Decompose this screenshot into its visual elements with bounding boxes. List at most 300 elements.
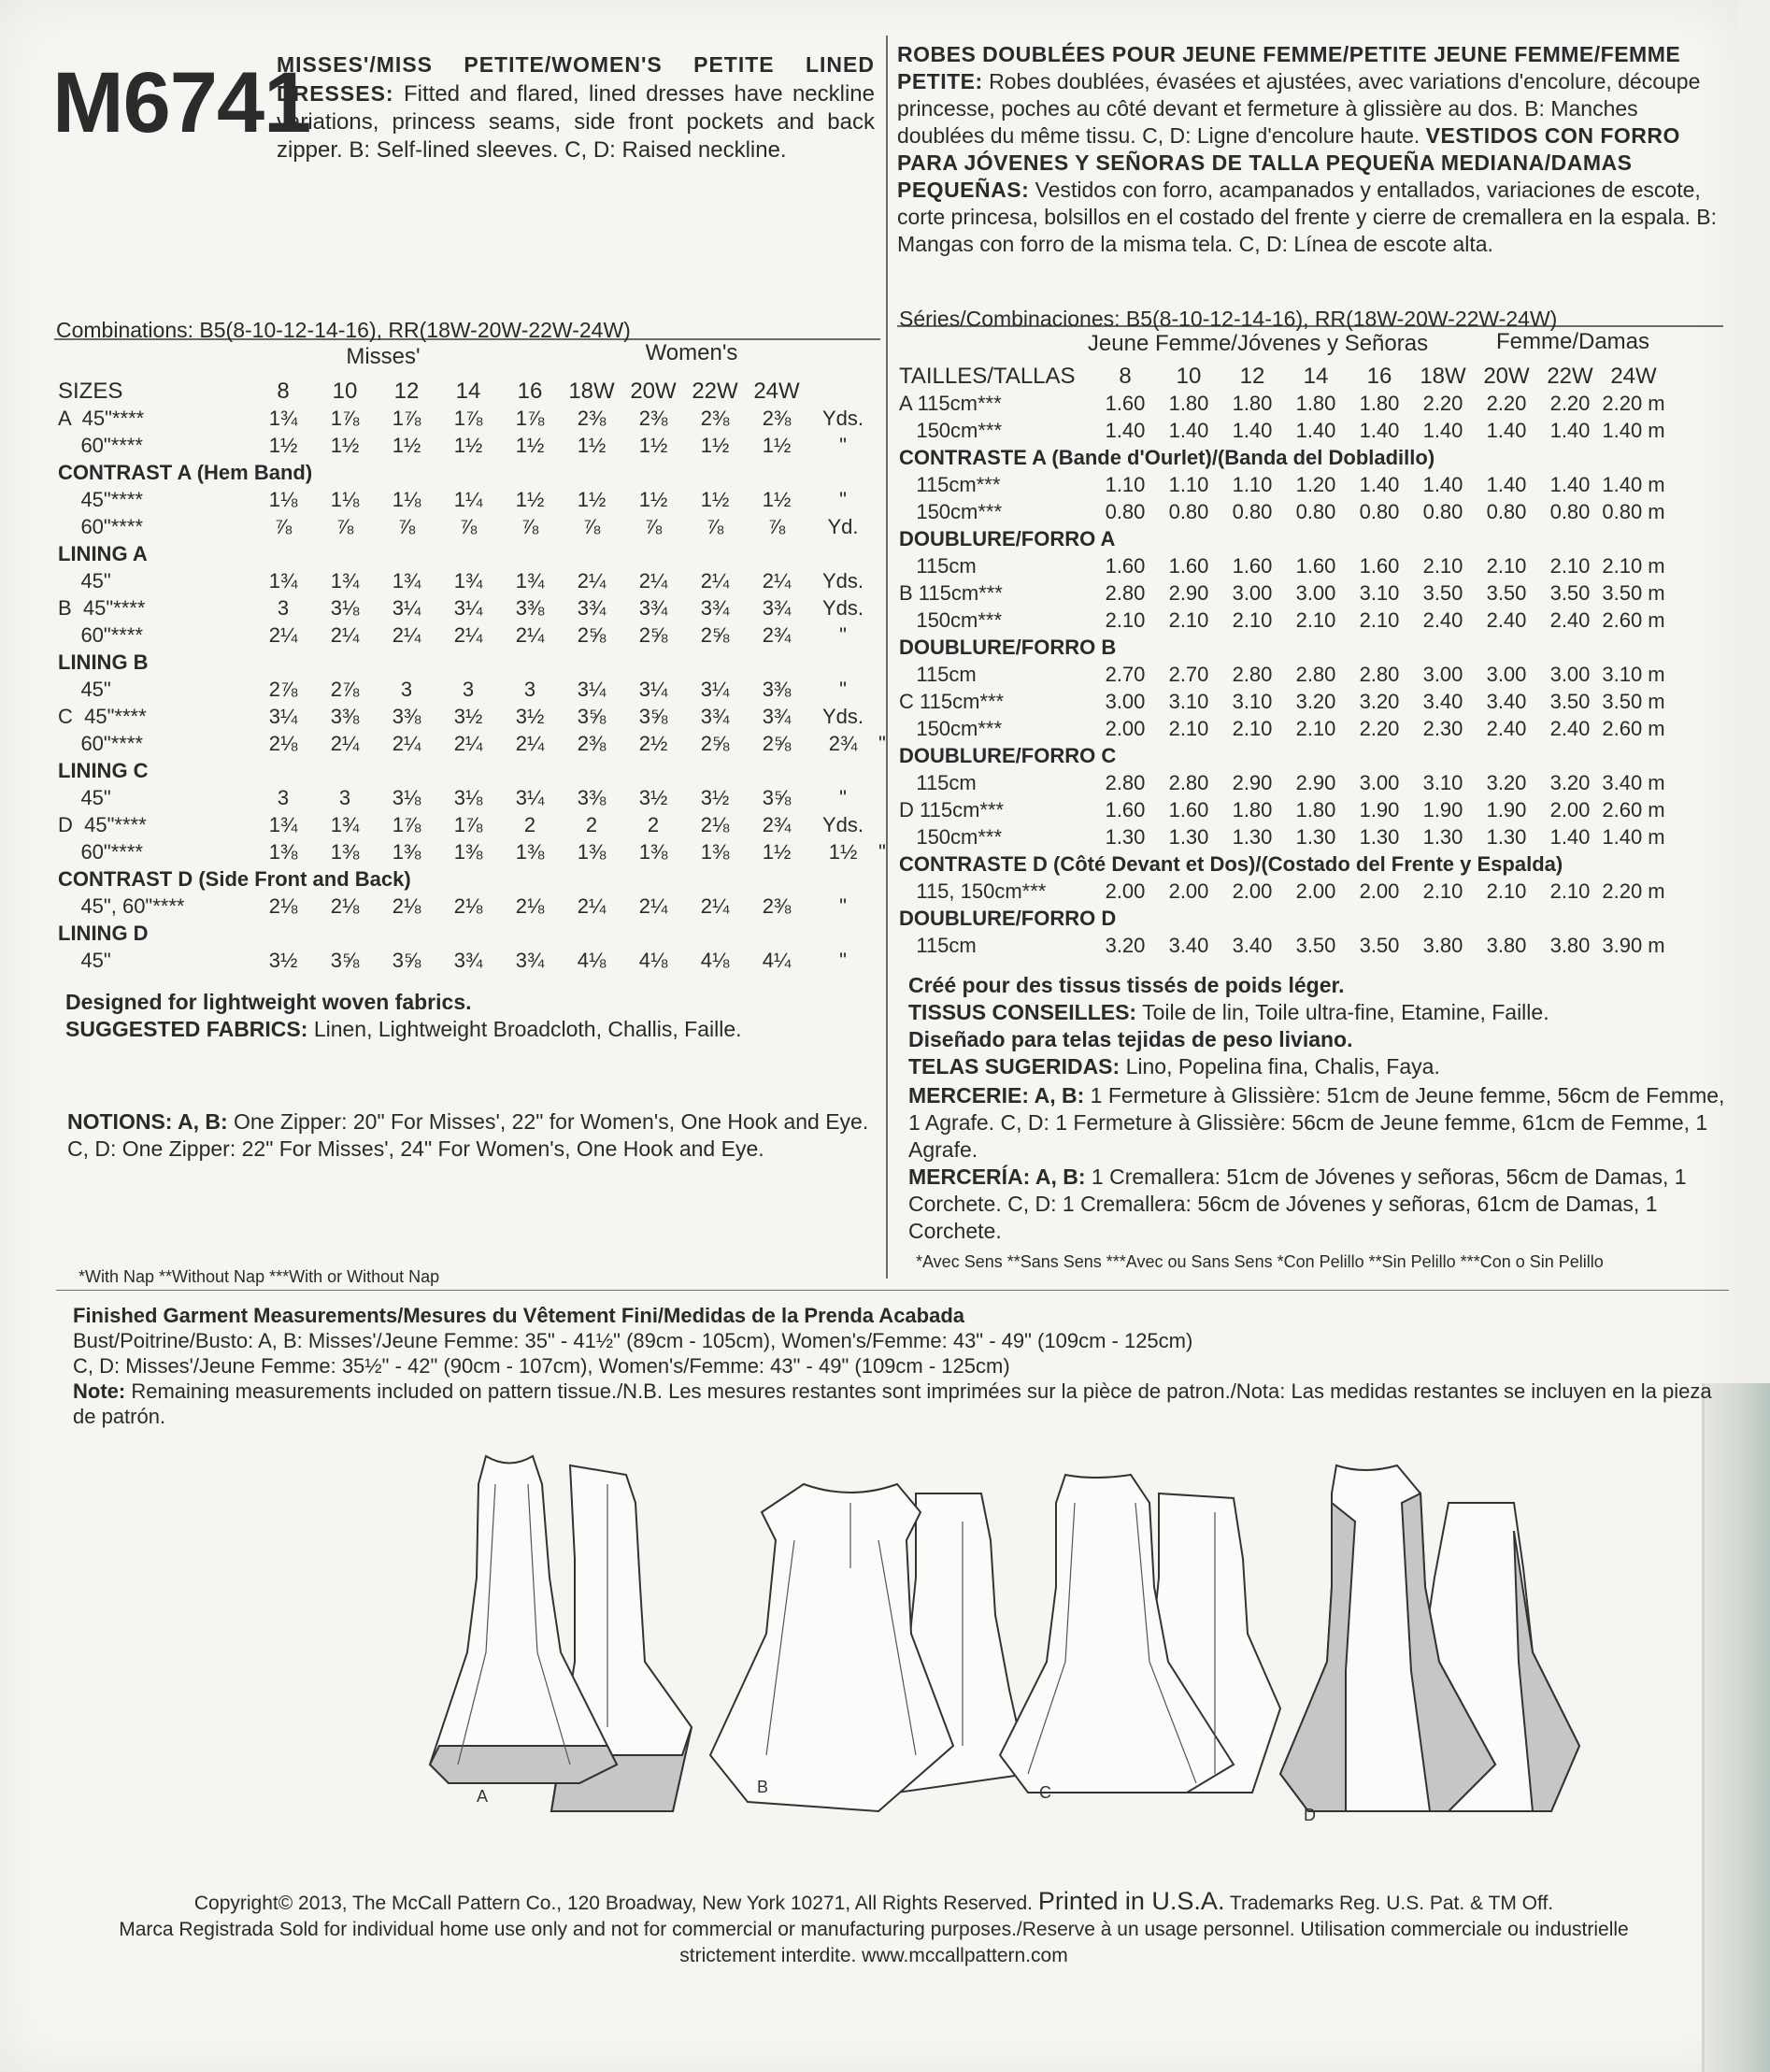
table-cell: 3.00	[1486, 662, 1527, 686]
table-cell: 2.40	[1486, 607, 1527, 632]
table-cell: 3.00	[1422, 662, 1463, 686]
unit-cell: "	[839, 622, 847, 647]
row-label: 150cm***	[899, 499, 1003, 523]
table-cell: 1½	[762, 487, 792, 511]
description-english	[277, 50, 875, 164]
title-spanish: VESTIDOS CON FORRO PARA JÓVENES Y SEÑORAS DE TALLA PEQUEÑA MEDIANA/DAMAS PEQUEÑAS:	[897, 123, 1680, 202]
table-cell: 2.10	[1549, 553, 1591, 578]
table-cell: 3¾	[453, 948, 483, 972]
view-b-label: B	[757, 1778, 769, 1796]
table-cell: 2⅝	[700, 731, 730, 755]
printed-in-usa: Printed in U.S.A.	[1037, 1887, 1225, 1915]
table-row	[899, 769, 1665, 796]
size-header: 22W	[692, 378, 738, 404]
table-cell: 1.30	[1105, 824, 1146, 849]
unit-cell: "	[878, 839, 886, 864]
table-row	[58, 513, 886, 540]
sizes-label: SIZES	[58, 378, 123, 404]
table-cell: 2.40	[1549, 716, 1591, 740]
table-cell: 1½	[392, 433, 421, 457]
table-cell: 1.90	[1359, 797, 1400, 822]
table-cell: 1⅞	[515, 406, 545, 430]
row-label: D 115cm***	[899, 797, 1005, 822]
title-french: ROBES DOUBLÉES POUR JEUNE FEMME/PETITE JEUNE FEMME/FEMME PETITE:	[897, 42, 1681, 93]
notions-french-spanish	[908, 1082, 1731, 1245]
table-cell: 2.90	[1168, 580, 1209, 605]
table-cell: 1½	[762, 839, 792, 864]
table-cell: 3⅜	[577, 785, 607, 809]
size-header: 24W	[1610, 363, 1657, 389]
mercerie-label: MERCERIE: A, B:	[908, 1083, 1085, 1107]
table-cell: 4⅛	[577, 948, 607, 972]
table-cell: 2¼	[330, 731, 360, 755]
table-cell: 2.80	[1105, 770, 1146, 794]
table-cell: 3	[277, 595, 290, 620]
description-spanish-text: Vestidos con forro, acampanados y entallados, variaciones de escote, corte princesa, bolsillos en el costado del frente y cierre de cremallera en la espala. B: Mangas con forro de la misma tela. C, D: Línea de escote alta.	[897, 178, 1718, 256]
table-row	[58, 459, 886, 486]
table-cell: 1½	[762, 433, 792, 457]
table-cell: 2.10	[1105, 607, 1146, 632]
table-cell: 1.40	[1486, 418, 1527, 442]
table-cell: 2⅝	[700, 622, 730, 647]
table-cell: 1.40	[1168, 418, 1209, 442]
size-header: 16	[517, 378, 543, 404]
table-cell: 3¾	[515, 948, 545, 972]
table-cell: 2.40	[1549, 607, 1591, 632]
table-cell: 2.30	[1422, 716, 1463, 740]
table-cell: 1¾	[268, 568, 298, 593]
table-cell: ⅞	[644, 514, 663, 538]
size-header: 14	[1303, 363, 1329, 389]
description-french-spanish	[897, 41, 1721, 258]
table-cell: 3	[400, 677, 413, 701]
row-label: 115cm	[899, 933, 977, 957]
table-row	[899, 552, 1665, 579]
combinations-right: Séries/Combinaciones: B5(8-10-12-14-16), RR(18W-20W-22W-24W)	[899, 307, 1558, 331]
view-c-label: C	[1039, 1783, 1051, 1802]
table-cell: 1⅜	[392, 839, 421, 864]
table-cell: 1½	[577, 433, 607, 457]
table-row	[58, 540, 886, 567]
unit-header	[807, 378, 878, 405]
table-cell: 3	[462, 677, 475, 701]
table-cell: 1.40	[1549, 418, 1591, 442]
table-cell: 3.20	[1549, 770, 1591, 794]
table-cell: 1⅛	[268, 487, 298, 511]
row-label: 150cm***	[899, 824, 1003, 849]
table-cell: 3.20	[1295, 689, 1336, 713]
row-label: 45"	[58, 785, 111, 809]
table-cell: 2⅜	[700, 406, 730, 430]
table-cell: 1⅛	[330, 487, 360, 511]
nap-key-french-spanish: *Avec Sens **Sans Sens ***Avec ou Sans Sens *Con Pelillo **Sin Pelillo ***Con o Sin Pelillo	[916, 1252, 1604, 1271]
table-cell: 1.60	[1168, 553, 1209, 578]
table-row	[899, 932, 1665, 959]
table-cell: 2.10	[1168, 607, 1209, 632]
nap-key-english: *With Nap **Without Nap ***With or Without Nap	[79, 1267, 440, 1286]
table-cell: 2⅜	[638, 406, 668, 430]
table-cell: 3⅛	[453, 785, 483, 809]
table-cell: 3.50	[1549, 580, 1591, 605]
size-header: 10	[1176, 363, 1202, 389]
table-row	[899, 742, 1665, 769]
table-row	[899, 715, 1665, 742]
row-label: B 115cm***	[899, 580, 1003, 605]
table-cell: 1½	[638, 433, 668, 457]
table-cell: 1¾	[268, 406, 298, 430]
table-cell: 3¾	[577, 595, 607, 620]
table-cell: 3.10	[1359, 580, 1400, 605]
section-label: CONTRASTE D (Côté Devant et Dos)/(Costado del Frente y Espalda)	[899, 851, 1563, 876]
table-cell: 3¾	[638, 595, 668, 620]
table-cell: 1.80	[1295, 391, 1336, 415]
table-cell: 1⅜	[268, 839, 298, 864]
mercerie-text: 1 Fermeture à Glissière: 51cm de Jeune femme, 56cm de Femme, 1 Agrafe. C, D: 1 Fermeture à Glissière: 56cm de Jeune femme, 61cm de Femme, 1 Agrafe.	[908, 1083, 1725, 1162]
table-cell: 1.40	[1422, 472, 1463, 496]
view-c-sketch	[1000, 1475, 1280, 1802]
table-cell: 2.80	[1359, 662, 1400, 686]
telas-label: TELAS SUGERIDAS:	[908, 1054, 1121, 1079]
title-english: MISSES'/MISS PETITE/WOMEN'S PETITE LINED DRESSES:	[277, 52, 875, 106]
table-cell: 3.20	[1105, 933, 1146, 957]
bust-ab: Bust/Poitrine/Busto: A, B: Misses'/Jeune Femme: 35" - 41½" (89cm - 105cm), Women's/Femme: 43" - 49" (109cm - 125cm)	[73, 1329, 1193, 1352]
table-row	[899, 579, 1665, 607]
table-cell: 3⅜	[392, 704, 421, 728]
table-cell: 3½	[638, 785, 668, 809]
table-cell: 1.80	[1359, 391, 1400, 415]
table-cell: ⅞	[767, 514, 786, 538]
view-d-label: D	[1304, 1806, 1316, 1824]
section-label: LINING D	[58, 921, 149, 945]
row-label: 60"****	[58, 514, 143, 538]
row-label: 60"****	[58, 622, 143, 647]
row-label: 45"	[58, 948, 111, 972]
copyright-block	[103, 1888, 1645, 1969]
table-cell: 2.60 m	[1602, 716, 1665, 740]
table-row	[58, 703, 886, 730]
note-text: Remaining measurements included on pattern tissue./N.B. Les mesures restantes sont imprimées sur la pièce de patron./Nota: Las medidas restantes se incluyen en la pieza de patrón.	[73, 1379, 1712, 1428]
table-cell: 1½	[515, 487, 545, 511]
table-cell: 2.80	[1168, 770, 1209, 794]
section-label: LINING B	[58, 650, 149, 674]
table-row	[58, 594, 886, 622]
table-cell: 1.60	[1105, 797, 1146, 822]
table-cell: 1½	[330, 433, 360, 457]
row-label: 150cm***	[899, 716, 1003, 740]
table-cell: 0.80	[1549, 499, 1591, 523]
table-row	[899, 688, 1665, 715]
table-cell: 1⅞	[453, 406, 483, 430]
table-cell: 2⅝	[638, 622, 668, 647]
table-cell: 2¼	[453, 622, 483, 647]
table-cell: 3.80	[1486, 933, 1527, 957]
table-cell: 3⅛	[330, 595, 360, 620]
table-cell: 2⅜	[762, 893, 792, 918]
row-label: 115cm	[899, 770, 977, 794]
table-cell: 2.10	[1168, 716, 1209, 740]
table-cell: 3¼	[392, 595, 421, 620]
table-cell: 1½	[638, 487, 668, 511]
table-cell: 2.10	[1486, 553, 1527, 578]
table-cell: 1⅞	[330, 406, 360, 430]
table-cell: 2¼	[638, 893, 668, 918]
table-cell: 3⅝	[762, 785, 792, 809]
table-cell: 2¼	[700, 893, 730, 918]
view-d-sketch	[1280, 1465, 1579, 1824]
table-cell: 3⅝	[330, 948, 360, 972]
table-cell: 2¾	[828, 731, 858, 755]
view-a-label: A	[477, 1787, 489, 1806]
table-row	[899, 471, 1665, 498]
table-row	[58, 486, 886, 513]
table-cell: 2¾	[762, 812, 792, 836]
table-cell: 2.20	[1486, 391, 1527, 415]
table-cell: 3.50 m	[1602, 689, 1665, 713]
section-label: DOUBLURE/FORRO D	[899, 906, 1117, 930]
table-row	[899, 525, 1665, 552]
table-cell: 4¼	[762, 948, 792, 972]
section-label: LINING C	[58, 758, 149, 782]
table-cell: 1.10	[1232, 472, 1273, 496]
table-row	[899, 634, 1665, 661]
table-cell: 0.80	[1359, 499, 1400, 523]
size-header: 12	[1239, 363, 1265, 389]
table-cell: 1¾	[453, 568, 483, 593]
column-divider	[886, 36, 888, 1279]
notions-english	[67, 1108, 890, 1163]
table-cell: 0.80	[1168, 499, 1209, 523]
section-label: CONTRAST D (Side Front and Back)	[58, 866, 411, 891]
table-cell: 1.40 m	[1602, 824, 1665, 849]
row-label: 115cm	[899, 553, 977, 578]
table-cell: 3.10	[1422, 770, 1463, 794]
table-row	[58, 920, 886, 947]
table-cell: 2⅛	[268, 893, 298, 918]
table-cell: ⅞	[397, 514, 416, 538]
table-cell: 0.80 m	[1602, 499, 1665, 523]
unit-cell: "	[839, 433, 847, 457]
size-header: 18W	[568, 378, 615, 404]
table-cell: 2.00	[1295, 879, 1336, 903]
row-label: 115cm	[899, 662, 977, 686]
table-row	[899, 498, 1665, 525]
table-cell: 0.80	[1422, 499, 1463, 523]
table-cell: 1.90	[1422, 797, 1463, 822]
row-label: 150cm***	[899, 418, 1003, 442]
table-cell: 1¾	[330, 568, 360, 593]
table-cell: 3¾	[762, 595, 792, 620]
table-cell: 0.80	[1232, 499, 1273, 523]
table-cell: 1¾	[330, 812, 360, 836]
row-label: 45"****	[58, 487, 143, 511]
table-cell: 2.20 m	[1602, 879, 1665, 903]
table-row	[899, 823, 1665, 850]
fabric-note-spanish: Diseñado para telas tejidas de peso liviano.	[908, 1027, 1353, 1051]
table-cell: 1.60	[1359, 553, 1400, 578]
table-cell: 1⅜	[700, 839, 730, 864]
table-cell: 1⅜	[577, 839, 607, 864]
table-cell: 1.80	[1232, 391, 1273, 415]
table-cell: 1.40	[1295, 418, 1336, 442]
row-label: D 45"****	[58, 812, 147, 836]
table-cell: 3.00	[1359, 770, 1400, 794]
section-label: CONTRASTE A (Bande d'Ourlet)/(Banda del Dobladillo)	[899, 445, 1435, 469]
table-cell: 2.00	[1232, 879, 1273, 903]
table-cell: ⅞	[706, 514, 724, 538]
table-cell: 3.10	[1168, 689, 1209, 713]
unit-cell: "	[839, 677, 847, 701]
table-cell: 2⅜	[577, 731, 607, 755]
table-cell: 0.80	[1295, 499, 1336, 523]
finished-note	[73, 1379, 1736, 1429]
table-cell: 1¾	[515, 568, 545, 593]
table-row	[58, 622, 886, 649]
table-cell: 3½	[268, 948, 298, 972]
table-row	[899, 878, 1665, 905]
table-cell: 2¼	[700, 568, 730, 593]
table-cell: 2⅛	[268, 731, 298, 755]
suggested-fabrics-text: Linen, Lightweight Broadcloth, Challis, Faille.	[313, 1017, 742, 1041]
table-cell: 3⅝	[638, 704, 668, 728]
table-cell: 3.10	[1232, 689, 1273, 713]
table-cell: 3½	[515, 704, 545, 728]
table-cell: 2.10	[1232, 607, 1273, 632]
size-header: 14	[455, 378, 481, 404]
row-label: B 45"****	[58, 595, 146, 620]
table-cell: ⅞	[274, 514, 293, 538]
table-cell: 2.20 m	[1602, 391, 1665, 415]
table-cell: 1.20	[1295, 472, 1336, 496]
table-cell: 3.50	[1422, 580, 1463, 605]
table-row	[899, 417, 1665, 444]
table-cell: 3.90 m	[1602, 933, 1665, 957]
table-cell: 2⅝	[577, 622, 607, 647]
table-cell: 2.90	[1232, 770, 1273, 794]
table-cell: 1½	[700, 487, 730, 511]
table-cell: 1.80	[1232, 797, 1273, 822]
table-cell: 3¼	[577, 677, 607, 701]
table-cell: 3.00	[1295, 580, 1336, 605]
table-cell: 2¼	[268, 622, 298, 647]
table-cell: 2.70	[1168, 662, 1209, 686]
merceria-label: MERCERÍA: A, B:	[908, 1165, 1086, 1189]
row-label: 60"****	[58, 433, 143, 457]
table-row	[899, 390, 1665, 417]
table-cell: 2.10	[1359, 607, 1400, 632]
table-cell: 2.10	[1295, 607, 1336, 632]
notions-text: One Zipper: 20" For Misses', 22" for Women's, One Hook and Eye. C, D: One Zipper: 22" For Misses', 24" For Women's, One Hook and Eye.	[67, 1109, 869, 1161]
table-cell: 1.90	[1486, 797, 1527, 822]
table-cell: 1½	[453, 433, 483, 457]
table-cell: 2⅛	[392, 893, 421, 918]
fabric-note-french: Créé pour des tissus tissés de poids léger.	[908, 973, 1345, 997]
table-cell: 1⅞	[453, 812, 483, 836]
table-cell: 1⅜	[638, 839, 668, 864]
table-cell: ⅞	[521, 514, 539, 538]
table-cell: 3.00	[1232, 580, 1273, 605]
section-label: LINING A	[58, 541, 148, 565]
view-d-front-side-left	[1280, 1503, 1355, 1811]
table-cell: ⅞	[335, 514, 354, 538]
table-cell: ⅞	[459, 514, 478, 538]
table-cell: 1.40	[1232, 418, 1273, 442]
row-label: 60"****	[58, 731, 143, 755]
table-cell: 3¾	[700, 595, 730, 620]
section-label: DOUBLURE/FORRO C	[899, 743, 1117, 767]
size-header: 8	[277, 378, 290, 404]
table-cell: 2.90	[1295, 770, 1336, 794]
view-a-sketch	[430, 1456, 692, 1811]
table-cell: 1.10	[1105, 472, 1146, 496]
usage-line: Marca Registrada Sold for individual home use only and not for commercial or manufacturing purposes./Reserve à un usage personnel. Utilisation commerciale ou industrielle strictement interdite. www.mccallpattern.com	[119, 1919, 1629, 1966]
table-row	[58, 567, 886, 594]
table-cell: 2⅜	[762, 406, 792, 430]
table-cell: 1.60	[1295, 553, 1336, 578]
table-row	[58, 730, 886, 757]
table-row	[899, 444, 1665, 471]
table-cell: 1.40	[1549, 824, 1591, 849]
table-cell: 1.30	[1295, 824, 1336, 849]
table-row	[899, 905, 1665, 932]
table-row	[58, 405, 886, 432]
table-cell: 1.30	[1486, 824, 1527, 849]
size-header: 12	[393, 378, 420, 404]
table-cell: 1½	[577, 487, 607, 511]
table-cell: 2¼	[453, 731, 483, 755]
table-cell: 2.00	[1105, 879, 1146, 903]
table-cell: 3⅝	[392, 948, 421, 972]
table-cell: 3.40 m	[1602, 770, 1665, 794]
row-label: C 45"****	[58, 704, 147, 728]
table-cell: 3¼	[515, 785, 545, 809]
unit-cell: Yds.	[821, 568, 864, 593]
table-cell: 2.10	[1486, 879, 1527, 903]
table-cell: 2⅝	[762, 731, 792, 755]
table-cell: 1.30	[1422, 824, 1463, 849]
unit-cell: Yds.	[821, 595, 864, 620]
garment-sketches	[411, 1447, 1738, 1839]
table-cell: 3¼	[638, 677, 668, 701]
table-cell: 1¾	[392, 568, 421, 593]
table-cell: 3.40	[1422, 689, 1463, 713]
table-cell: 1¼	[453, 487, 483, 511]
table-cell: 1.30	[1359, 824, 1400, 849]
table-cell: 2.00	[1168, 879, 1209, 903]
table-cell: 4⅛	[638, 948, 668, 972]
table-cell: 2¼	[515, 622, 545, 647]
pattern-code: M6741	[52, 55, 311, 150]
table-cell: 2⅛	[515, 893, 545, 918]
table-cell: 3¾	[762, 704, 792, 728]
tissus-label: TISSUS CONSEILLES:	[908, 1000, 1137, 1024]
table-cell: 1¾	[268, 812, 298, 836]
table-cell: 3.50 m	[1602, 580, 1665, 605]
table-cell: 2.10	[1422, 879, 1463, 903]
table-row	[58, 865, 886, 893]
table-cell: 1.40	[1359, 472, 1400, 496]
table-cell: 2⅞	[330, 677, 360, 701]
table-row	[899, 850, 1665, 878]
description-french-text: Robes doublées, évasées et ajustées, avec variations d'encolure, découpe princesse, poches au côté devant et fermeture à glissière au dos. B: Manches doublées du même tissu. C, D: Ligne d'encolure haute.	[897, 69, 1701, 148]
table-cell: 2¼	[577, 568, 607, 593]
table-cell: 2¼	[638, 568, 668, 593]
table-cell: 2	[585, 812, 598, 836]
table-cell: 1.60	[1105, 391, 1146, 415]
table-cell: 1⅜	[330, 839, 360, 864]
table-cell: 3.00	[1105, 689, 1146, 713]
row-label: A 115cm***	[899, 391, 1002, 415]
table-cell: 2.20	[1422, 391, 1463, 415]
